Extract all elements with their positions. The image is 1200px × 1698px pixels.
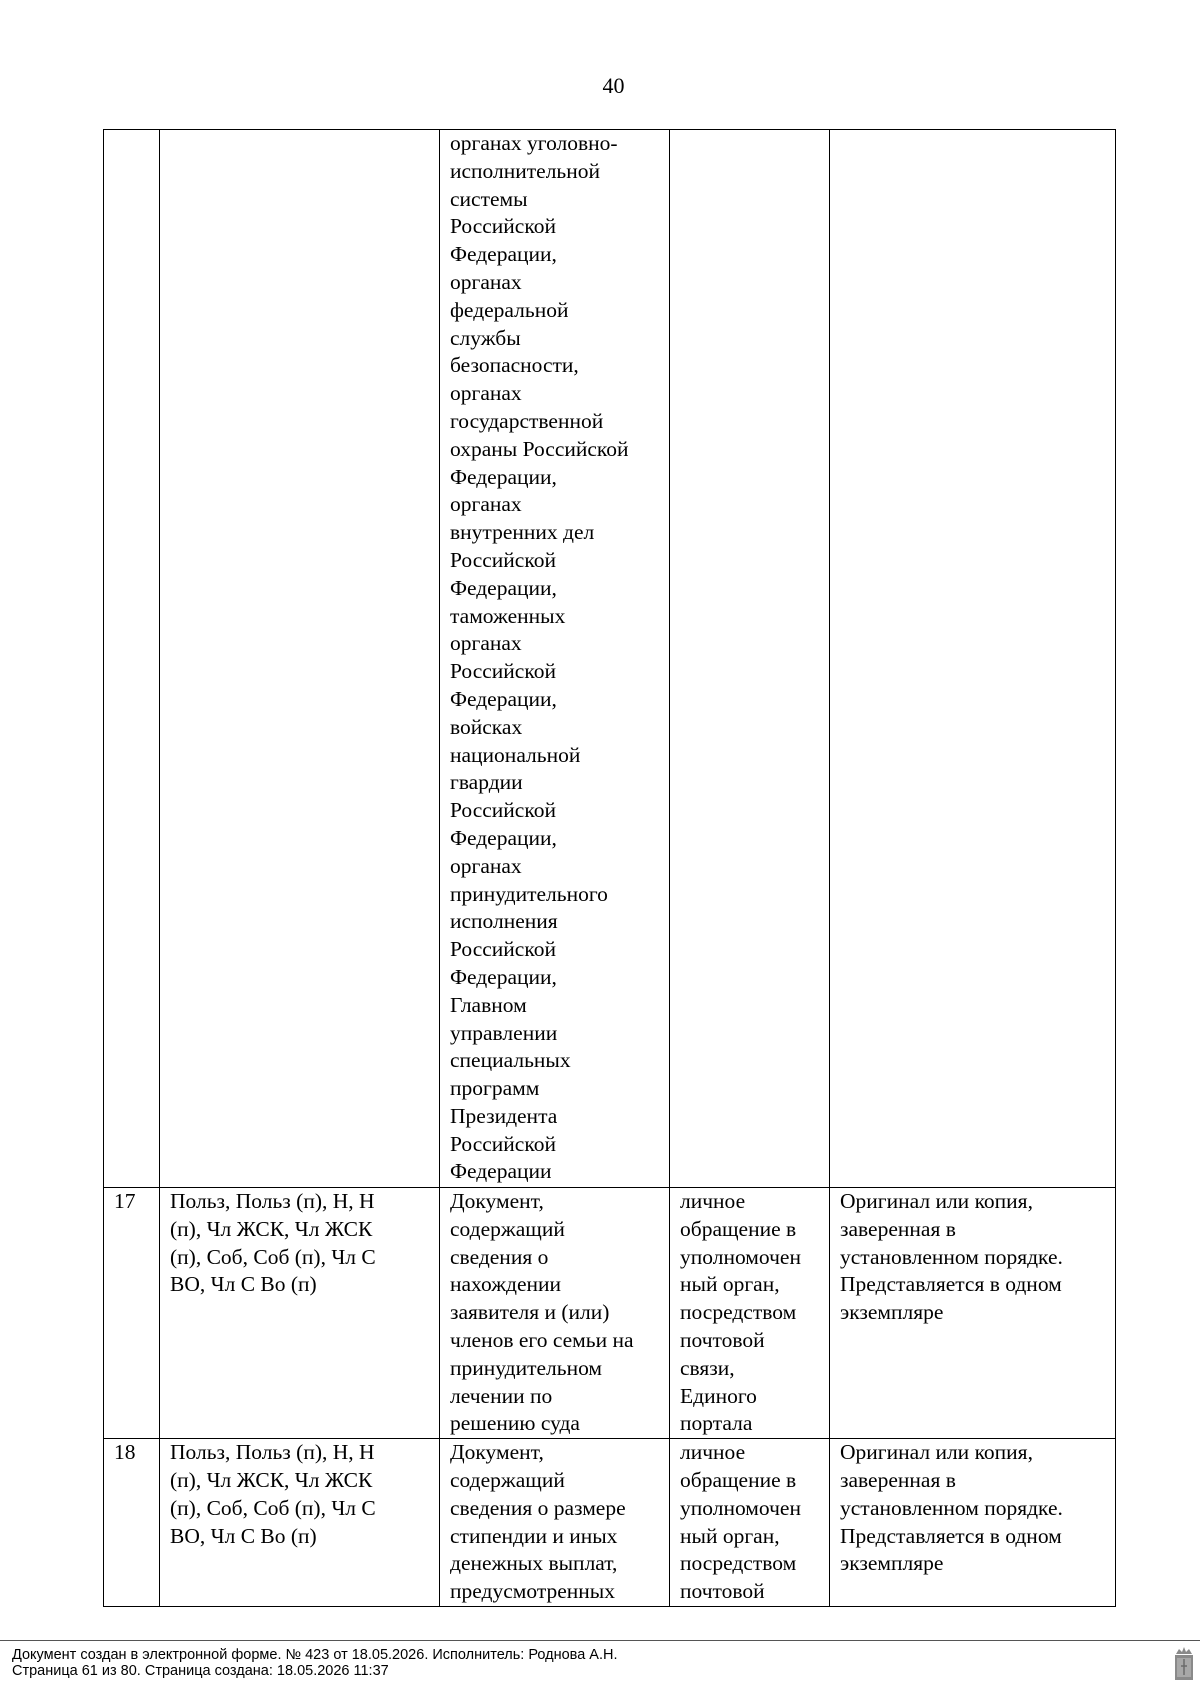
footer	[12, 1647, 618, 1679]
cell-line: органах	[450, 631, 522, 656]
cell-number: 17	[104, 1188, 160, 1439]
cell-line: ВО, Чл С Во (п)	[170, 1523, 317, 1548]
footer-divider	[0, 1640, 1200, 1641]
cell-line: Федерации,	[450, 686, 557, 711]
cell-line: Документ,	[450, 1440, 544, 1465]
cell-line: (п), Чл ЖСК, Чл ЖСК	[170, 1216, 373, 1241]
cell-line: личное	[680, 1440, 746, 1465]
cell-line: исполнения	[450, 909, 558, 934]
cell-line: экземпляре	[840, 1300, 944, 1325]
cell-line: установленном порядке.	[840, 1495, 1063, 1520]
cell-line: войсках	[450, 714, 523, 739]
cell-line: таможенных	[450, 603, 566, 628]
cell-line: Представляется в одном	[840, 1523, 1062, 1548]
coat-of-arms-icon	[1173, 1646, 1195, 1682]
cell-line: программ	[450, 1076, 540, 1101]
cell-number: 18	[104, 1439, 160, 1607]
cell-line: Федерации,	[450, 242, 557, 267]
cell-line: членов его семьи на	[450, 1327, 634, 1352]
cell-line: лечении по	[450, 1383, 553, 1408]
cell-line: Федерации,	[450, 825, 557, 850]
cell-line: посредством	[680, 1300, 797, 1325]
cell-line: Федерации,	[450, 464, 557, 489]
cell-line: Польз, Польз (п), Н, Н	[170, 1189, 375, 1213]
cell-line: (п), Чл ЖСК, Чл ЖСК	[170, 1467, 373, 1492]
cell-line: ВО, Чл С Во (п)	[170, 1272, 317, 1297]
cell-line: денежных выплат,	[450, 1551, 618, 1576]
cell-line: уполномочен	[680, 1495, 801, 1520]
cell-method	[670, 130, 830, 1188]
cell-line: национальной	[450, 742, 581, 767]
cell-line: Российской	[450, 1131, 556, 1156]
page-number: 40	[602, 73, 625, 98]
cell-document	[440, 1188, 670, 1439]
cell-line: содержащий	[450, 1467, 565, 1492]
cell-line: гвардии	[450, 770, 523, 795]
footer-line-page: Страница 61 из 80. Страница создана: 18.05.2026 11:37	[12, 1663, 389, 1679]
cell-line: ный орган,	[680, 1523, 780, 1548]
cell-line: сведения о размере	[450, 1495, 626, 1520]
cell-line: управлении	[450, 1020, 558, 1045]
cell-number	[104, 130, 160, 1188]
cell-line: экземпляре	[840, 1551, 944, 1576]
cell-line: Федерации	[450, 1159, 552, 1184]
cell-line: органах	[450, 492, 522, 517]
cell-line: решению суда	[450, 1411, 580, 1436]
cell-applicants	[160, 130, 440, 1188]
cell-line: Главном	[450, 992, 527, 1017]
cell-line: заверенная в	[840, 1467, 956, 1492]
cell-line: Единого	[680, 1383, 757, 1408]
cell-document	[440, 130, 670, 1188]
cell-line: органах	[450, 269, 522, 294]
cell-line: посредством	[680, 1551, 797, 1576]
cell-line: Российской	[450, 937, 556, 962]
cell-line: охраны Российской	[450, 436, 629, 461]
cell-line: Федерации,	[450, 964, 557, 989]
cell-line: исполнительной	[450, 158, 600, 183]
table-row	[104, 1439, 1116, 1607]
cell-line: Президента	[450, 1103, 558, 1128]
cell-line: Российской	[450, 798, 556, 823]
cell-line: (п), Соб, Соб (п), Чл С	[170, 1495, 376, 1520]
cell-line: Оригинал или копия,	[840, 1189, 1033, 1213]
table-row	[104, 1188, 1116, 1439]
cell-line: Документ,	[450, 1189, 544, 1213]
cell-line: органах	[450, 853, 522, 878]
table-row-continuation	[104, 130, 1116, 1188]
cell-line: почтовой	[680, 1327, 765, 1352]
cell-line: заявителя и (или)	[450, 1300, 610, 1325]
cell-line: предусмотренных	[450, 1579, 615, 1604]
cell-line: государственной	[450, 408, 604, 433]
cell-line: ный орган,	[680, 1272, 780, 1297]
cell-line: заверенная в	[840, 1216, 956, 1241]
cell-line: Федерации,	[450, 575, 557, 600]
documents-table	[103, 129, 1116, 1607]
cell-line: внутренних дел	[450, 520, 595, 545]
cell-line: органах уголовно-	[450, 131, 618, 155]
cell-line: Российской	[450, 659, 556, 684]
cell-form	[830, 130, 1116, 1188]
cell-method	[670, 1439, 830, 1607]
cell-line: сведения о	[450, 1244, 549, 1269]
cell-line: обращение в	[680, 1216, 797, 1241]
cell-line: содержащий	[450, 1216, 565, 1241]
cell-line: нахождении	[450, 1272, 562, 1297]
cell-line: почтовой	[680, 1579, 765, 1604]
cell-line: специальных	[450, 1048, 571, 1073]
cell-line: органах	[450, 381, 522, 406]
cell-line: (п), Соб, Соб (п), Чл С	[170, 1244, 376, 1269]
cell-line: связи,	[680, 1355, 735, 1380]
cell-line: безопасности,	[450, 353, 579, 378]
cell-line: службы	[450, 325, 521, 350]
cell-line: обращение в	[680, 1467, 797, 1492]
cell-line: Польз, Польз (п), Н, Н	[170, 1440, 375, 1465]
cell-line: принудительного	[450, 881, 608, 906]
cell-line: личное	[680, 1189, 746, 1213]
cell-line: системы	[450, 186, 528, 211]
cell-line: федеральной	[450, 297, 569, 322]
cell-line: Представляется в одном	[840, 1272, 1062, 1297]
cell-line: уполномочен	[680, 1244, 801, 1269]
cell-form	[830, 1439, 1116, 1607]
cell-line: Российской	[450, 214, 556, 239]
cell-line: установленном порядке.	[840, 1244, 1063, 1269]
cell-line: принудительном	[450, 1355, 603, 1380]
cell-applicants	[160, 1439, 440, 1607]
cell-line: Российской	[450, 547, 556, 572]
cell-line: стипендии и иных	[450, 1523, 618, 1548]
footer-line-document: Документ создан в электронной форме. № 423 от 18.05.2026. Исполнитель: Роднова А.Н.	[12, 1647, 618, 1663]
cell-document	[440, 1439, 670, 1607]
cell-line: портала	[680, 1411, 753, 1436]
cell-applicants	[160, 1188, 440, 1439]
cell-form	[830, 1188, 1116, 1439]
cell-method	[670, 1188, 830, 1439]
cell-line: Оригинал или копия,	[840, 1440, 1033, 1465]
